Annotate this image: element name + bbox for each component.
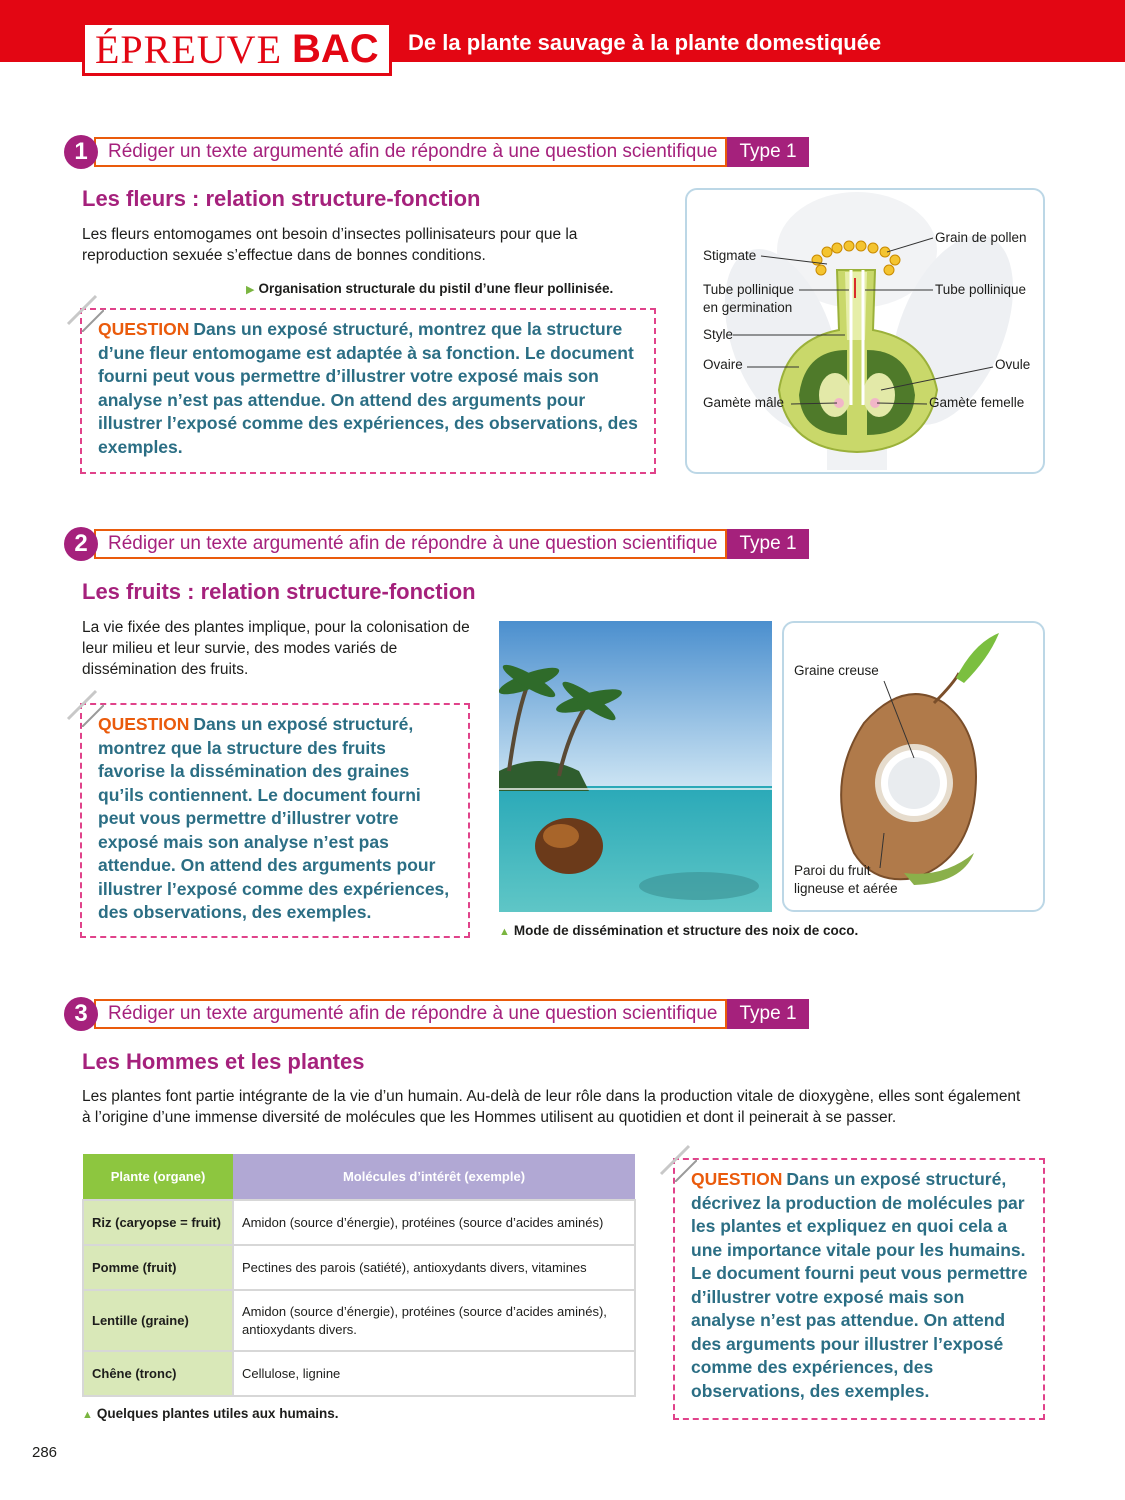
table-row: [83, 1245, 635, 1290]
section-3-caption: ▲ Quelques plantes utiles aux humains.: [82, 1406, 339, 1421]
question-keyword: QUESTION: [98, 319, 190, 339]
table-cell-molecules: Amidon (source d’énergie), protéines (source d’acides aminés): [233, 1200, 635, 1245]
table-row: [83, 1290, 635, 1351]
label-stigmate: Stigmate: [703, 248, 757, 263]
section-type-badge: Type 1: [727, 999, 808, 1029]
section-type-badge: Type 1: [727, 137, 808, 167]
question-text: QUESTION Dans un exposé structuré, montrez que la structure des fruits favorise la dissémination des graines qu’ils contiennent. Le document fourni peut vous permettre d’illustrer votre exposé mais son analyse n’est pas attendue. On attend des arguments pour illustrer l’exposé comme des expériences, des observations, des exemples.: [98, 714, 450, 922]
caption-triangle-icon: ▲: [499, 926, 510, 938]
page-curl-icon: [653, 1138, 697, 1182]
flower-pistil-figure: [685, 188, 1045, 474]
section-2-banner: [64, 527, 809, 561]
question-keyword: QUESTION: [98, 714, 190, 734]
section-1-question-box: [80, 308, 656, 474]
label-gamete-male: Gamète mâle: [703, 395, 785, 410]
label-tube-germination-1: Tube pollinique: [703, 282, 795, 297]
header-subtitle: De la plante sauvage à la plante domestiquée: [408, 30, 882, 55]
question-keyword: QUESTION: [691, 1169, 783, 1189]
section-1-text: Les fleurs entomogames ont besoin d’insectes pollinisateurs pour que la reproduction sexuée s’effectue dans de bonnes conditions.: [82, 226, 578, 264]
section-2-title: Les fruits : relation structure-fonction: [82, 579, 476, 604]
table-cell-molecules: Cellulose, lignine: [233, 1351, 635, 1396]
header-word-epreuve: ÉPREUVE: [95, 26, 282, 72]
table-row: [83, 1351, 635, 1396]
label-paroi-2: ligneuse et aérée: [794, 881, 898, 896]
label-ovule: Ovule: [995, 357, 1031, 372]
table-cell-plant: Riz (caryopse = fruit): [83, 1200, 233, 1245]
coconut-structure-figure: [782, 621, 1045, 912]
coconut-sea-photo: [499, 621, 772, 912]
label-ovaire: Ovaire: [703, 357, 743, 372]
section-number: 3: [64, 997, 98, 1031]
section-1-caption: ▶ Organisation structurale du pistil d’une fleur pollinisée.: [246, 281, 614, 296]
table-cell-plant: Lentille (graine): [83, 1290, 233, 1351]
section-1-banner: [64, 135, 809, 169]
section-type-badge: Type 1: [727, 529, 808, 559]
label-tube-germination-2: en germination: [703, 300, 793, 315]
table-cell-molecules: Pectines des parois (satiété), antioxydants divers, vitamines: [233, 1245, 635, 1290]
section-1-title: Les fleurs : relation structure-fonction: [82, 186, 481, 211]
section-banner-label: Rédiger un texte argumenté afin de répondre à une question scientifique: [94, 137, 727, 167]
label-gamete-femelle: Gamète femelle: [929, 395, 1025, 410]
section-number: 1: [64, 135, 98, 169]
section-3-question-box: [673, 1158, 1045, 1420]
caption-triangle-icon: ▶: [246, 284, 255, 296]
label-grain-pollen: Grain de pollen: [935, 230, 1027, 245]
table-header-molecules: Molécules d’intérêt (exemple): [233, 1154, 635, 1200]
section-number: 2: [64, 527, 98, 561]
table-cell-molecules: Amidon (source d’énergie), protéines (source d’acides aminés), antioxydants divers.: [233, 1290, 635, 1351]
section-banner-label: Rédiger un texte argumenté afin de répondre à une question scientifique: [94, 529, 727, 559]
question-text: QUESTION Dans un exposé structuré, montrez que la structure d’une fleur entomogame est adaptée à sa fonction. Le document fourni peut vous permettre d’illustrer votre exposé mais son analyse n’est pas attendue. On attend des arguments pour illustrer l’exposé comme des expériences, des observations, des exemples.: [98, 319, 638, 457]
section-2-text: La vie fixée des plantes implique, pour la colonisation de leur milieu et leur survie, des modes variés de dissémination des fruits.: [82, 619, 470, 678]
question-text: QUESTION Dans un exposé structuré, décrivez la production de molécules par les plantes et expliquez en quoi cela a une importance vitale pour les humains. Le document fourni peut vous permettre d’illustrer votre exposé mais son analyse n’est pas attendue. On attend des arguments pour illustrer l’exposé comme des expériences, des observations, des exemples.: [691, 1169, 1028, 1401]
section-banner-label: Rédiger un texte argumenté afin de répondre à une question scientifique: [94, 999, 727, 1029]
header-word-bac: BAC: [292, 26, 379, 71]
page-curl-icon: [60, 683, 104, 727]
section-3-text: Les plantes font partie intégrante de la vie d’un humain. Au-delà de leur rôle dans la production vitale de dioxygène, elles sont également à l’origine d’une immense diversité de molécules que les Hommes utilisent au quotidien et dont il peinerait à se passer.: [82, 1088, 1021, 1126]
table-cell-plant: Chêne (tronc): [83, 1351, 233, 1396]
section-2-question-box: [80, 703, 470, 938]
label-tube-pollinique: Tube pollinique: [935, 282, 1027, 297]
table-header-row: [83, 1154, 635, 1200]
label-paroi-1: Paroi du fruit: [794, 863, 871, 878]
table-row: [83, 1200, 635, 1245]
section-3-title: Les Hommes et les plantes: [82, 1049, 365, 1074]
caption-triangle-icon: ▲: [82, 1409, 93, 1421]
header-title-box: [82, 22, 392, 76]
label-graine-creuse: Graine creuse: [794, 663, 879, 678]
page-number: 286: [32, 1444, 58, 1461]
label-style: Style: [703, 327, 734, 342]
plants-table: [82, 1154, 636, 1397]
section-3-banner: [64, 997, 809, 1031]
table-cell-plant: Pomme (fruit): [83, 1245, 233, 1290]
section-2-caption: ▲ Mode de dissémination et structure des noix de coco.: [499, 923, 859, 938]
table-header-plant: Plante (organe): [83, 1154, 233, 1200]
page-curl-icon: [60, 288, 104, 332]
